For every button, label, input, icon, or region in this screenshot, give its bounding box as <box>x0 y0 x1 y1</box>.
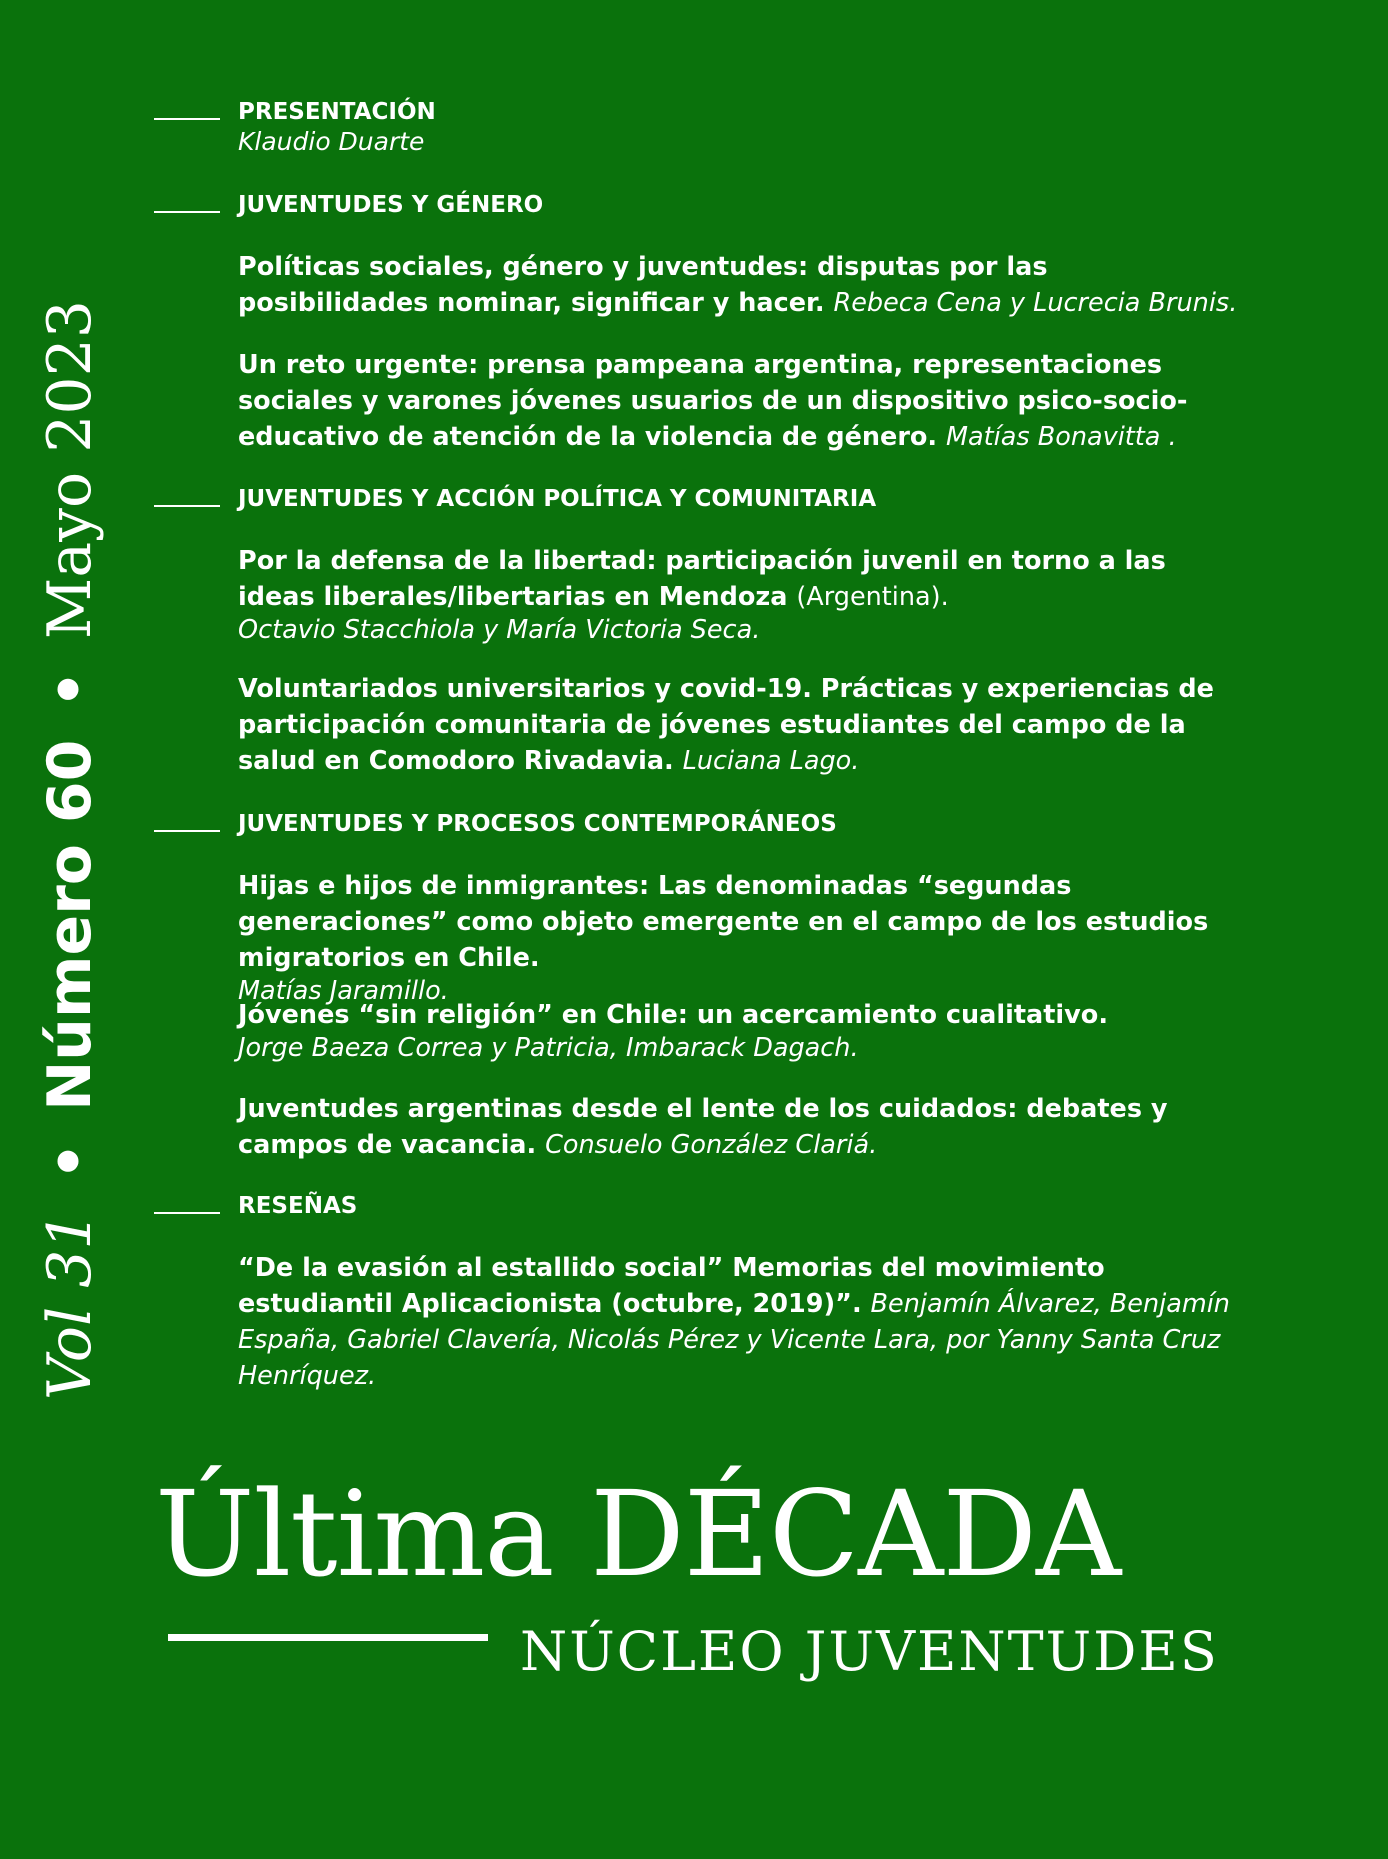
entry-title: Jóvenes “sin religión” en Chile: un acercamiento cualitativo. <box>238 1000 1109 1030</box>
spine-text <box>35 300 105 1400</box>
toc-entry[interactable] <box>238 868 1238 1007</box>
entry-title: “De la evasión al estallido social” Memorias del movimiento estudiantil Aplicacionista (octubre, 2019)”. <box>238 1253 1105 1319</box>
section-rule <box>154 118 220 120</box>
entry-authors: Matías Bonavitta . <box>946 422 1177 452</box>
section-accion-politica <box>238 484 876 514</box>
entry-authors: Matías Jaramillo. <box>238 976 449 1006</box>
spine-separator-2: • <box>35 670 105 709</box>
section-title: PRESENTACIÓN <box>238 99 436 125</box>
entry-title: Por la defensa de la libertad: participación juvenil en torno a las ideas liberales/libertarias en Mendoza <box>238 546 1166 612</box>
entry-title: Políticas sociales, género y juventudes: disputas por las posibilidades nominar, significar y hacer. <box>238 252 1048 318</box>
section-title: JUVENTUDES Y PROCESOS CONTEMPORÁNEOS <box>238 811 837 837</box>
section-rule <box>154 1212 220 1214</box>
entry-authors: Rebeca Cena y Lucrecia Brunis. <box>833 288 1238 318</box>
journal-title: Última DÉCADA <box>155 1465 1121 1603</box>
entry-title: Juventudes argentinas desde el lente de los cuidados: debates y campos de vacancia. <box>238 1094 1168 1160</box>
section-rule <box>154 505 220 507</box>
spine-vol: Vol 31 <box>35 1211 105 1400</box>
entry-title: Un reto urgente: prensa pampeana argentina, representaciones sociales y varones jóvenes usuarios de un dispositivo psico-socio-educativo de atención de la violencia de género. <box>238 350 1188 452</box>
toc-entry[interactable] <box>238 249 1238 321</box>
entry-authors: Luciana Lago. <box>682 746 860 776</box>
section-rule <box>154 830 220 832</box>
section-juventudes-genero <box>238 190 543 220</box>
entry-authors: Consuelo González Clariá. <box>545 1130 878 1160</box>
section-resenas <box>238 1191 357 1221</box>
journal-subtitle: NÚCLEO JUVENTUDES <box>520 1620 1219 1683</box>
toc-entry[interactable] <box>238 543 1238 646</box>
toc-entry[interactable] <box>238 347 1238 455</box>
section-title: JUVENTUDES Y ACCIÓN POLÍTICA Y COMUNITARIA <box>238 486 877 512</box>
entry-title: Hijas e hijos de inmigrantes: Las denominadas “segundas generaciones” como objeto emergente en el campo de los estudios migratorios en Chile. <box>238 871 1209 973</box>
entry-authors: Jorge Baeza Correa y Patricia, Imbarack Dagach. <box>238 1033 859 1063</box>
spine-fecha: Mayo 2023 <box>35 300 105 640</box>
entry-authors: Octavio Stacchiola y María Victoria Seca. <box>238 615 761 645</box>
section-presentacion <box>238 97 436 157</box>
spine-numero: Número 60 <box>35 739 105 1111</box>
toc-entry[interactable] <box>238 1250 1238 1394</box>
section-rule <box>154 211 220 213</box>
section-title: JUVENTUDES Y GÉNERO <box>238 192 544 218</box>
entry-authors: Benjamín Álvarez, Benjamín España, Gabriel Clavería, Nicolás Pérez y Vicente Lara, por Yanny Santa Cruz Henríquez. <box>238 1289 1230 1391</box>
toc-entry[interactable] <box>238 1091 1238 1163</box>
section-author: Klaudio Duarte <box>238 127 425 156</box>
section-procesos-contemporaneos <box>238 809 837 839</box>
journal-title-underline <box>168 1634 488 1641</box>
entry-title-plain: (Argentina). <box>796 582 949 612</box>
entry-title: Voluntariados universitarios y covid-19. Prácticas y experiencias de participación comunitaria de jóvenes estudiantes del campo de la salud en Comodoro Rivadavia. <box>238 674 1214 776</box>
toc-entry[interactable] <box>238 671 1238 779</box>
section-title: RESEÑAS <box>238 1193 358 1219</box>
spine-separator-1: • <box>35 1142 105 1181</box>
toc-entry[interactable] <box>238 997 1238 1064</box>
